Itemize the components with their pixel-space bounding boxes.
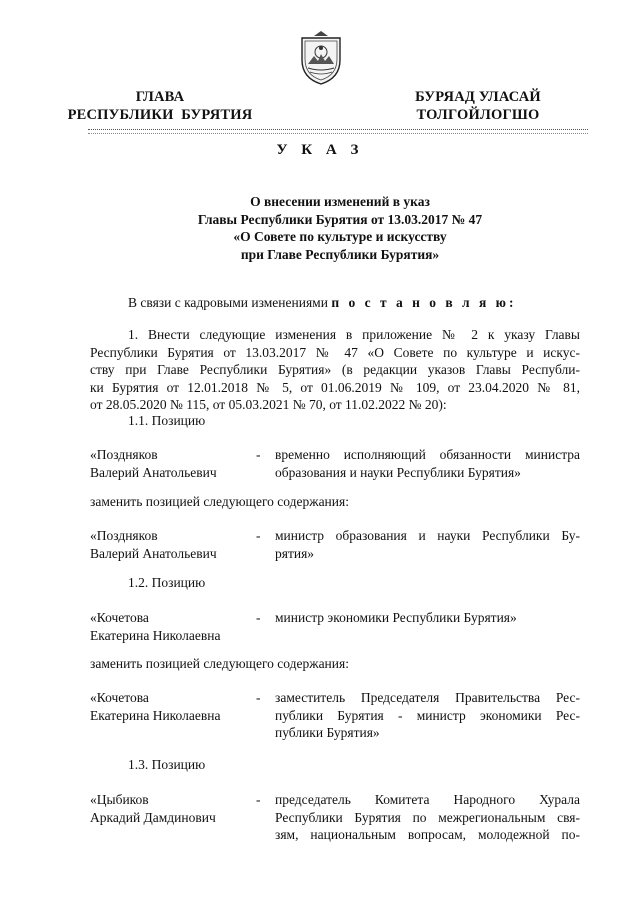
person-given-name: Аркадий Дамдинович (90, 809, 216, 825)
title-line: Главы Республики Бурятия от 13.03.2017 № 47 (197, 211, 483, 227)
issuer-left-line1: ГЛАВА (135, 89, 185, 105)
position-description (275, 609, 580, 627)
replace-instruction: заменить позицией следующего содержания: (90, 494, 349, 509)
dash-separator: - (256, 447, 261, 462)
description-line: министр образования и науки Республики Бу- (275, 528, 580, 543)
description-line: рятия» (275, 545, 315, 561)
person-name (90, 609, 250, 644)
position-description (275, 791, 580, 844)
person-name (90, 689, 250, 724)
person-surname: «Поздняков (90, 447, 158, 462)
paragraph-1 (90, 326, 580, 414)
paragraph-line: Республики Бурятия от 13.03.2017 № 47 «О Совете по культуре и искус- (90, 344, 580, 360)
description-line: публики Бурятия - министр экономики Рес- (275, 707, 580, 723)
section-heading: 1.1. Позицию (128, 413, 206, 428)
document-title (90, 193, 590, 263)
dash-separator: - (256, 610, 261, 625)
issuer-left (60, 88, 260, 124)
description-line: образования и науки Республики Бурятия» (275, 464, 521, 480)
person-surname: «Кочетова (90, 610, 149, 625)
header-divider (88, 129, 588, 130)
title-line: при Главе Республики Бурятия» (240, 246, 440, 262)
issuer-right-line1: БУРЯАД УЛАСАЙ (415, 89, 541, 105)
description-line: председатель Комитета Народного Хурала (275, 792, 580, 807)
person-surname: «Поздняков (90, 528, 158, 543)
header-divider-secondary (88, 133, 588, 134)
person-name (90, 791, 250, 826)
description-line: министр экономики Республики Бурятия» (275, 610, 517, 625)
section-heading: 1.3. Позицию (128, 757, 206, 772)
document-type: У К А З (276, 142, 364, 158)
person-given-name: Валерий Анатольевич (90, 545, 217, 561)
dash-separator: - (256, 792, 261, 807)
dash-separator: - (256, 690, 261, 705)
paragraph-line: от 28.05.2020 № 115, от 05.03.2021 № 70, от 11.02.2022 № 20): (90, 397, 447, 412)
title-line: «О Совете по культуре и искусству (233, 229, 447, 244)
person-name (90, 446, 250, 481)
decree-word: п о с т а н о в л я ю: (331, 295, 517, 310)
description-line: Республики Бурятия по межрегиональным свя- (275, 809, 580, 825)
coat-of-arms-icon (298, 30, 344, 86)
issuer-right (378, 88, 578, 124)
description-line: публики Бурятия» (275, 725, 380, 740)
intro-text: В связи с кадровыми изменениями (128, 295, 328, 310)
position-description (275, 689, 580, 742)
position-description (275, 527, 580, 562)
paragraph-line: 1. Внести следующие изменения в приложение № 2 к указу Главы (128, 327, 580, 342)
section-heading: 1.2. Позицию (128, 575, 206, 590)
person-given-name: Валерий Анатольевич (90, 464, 217, 480)
description-line: зям, национальным вопросам, молодежной по- (275, 827, 580, 842)
person-given-name: Екатерина Николаевна (90, 707, 221, 723)
issuer-left-line2: РЕСПУБЛИКИ БУРЯТИЯ (67, 107, 253, 123)
title-line: О внесении изменений в указ (250, 194, 430, 209)
paragraph-line: ству при Главе Республики Бурятия» (в редакции указов Главы Республи- (90, 362, 580, 377)
person-surname: «Цыбиков (90, 792, 149, 807)
intro-paragraph (90, 294, 580, 312)
issuer-right-line2: ТОЛГОЙЛОГШО (416, 107, 540, 123)
description-line: временно исполняющий обязанности министра (275, 447, 580, 462)
person-given-name: Екатерина Николаевна (90, 627, 221, 643)
paragraph-line: ки Бурятия от 12.01.2018 № 5, от 01.06.2019 № 109, от 23.04.2020 № 81, (90, 379, 580, 395)
description-line: заместитель Председателя Правительства Рес- (275, 690, 580, 705)
position-description (275, 446, 580, 481)
replace-instruction: заменить позицией следующего содержания: (90, 656, 349, 671)
person-surname: «Кочетова (90, 690, 149, 705)
person-name (90, 527, 250, 562)
dash-separator: - (256, 528, 261, 543)
